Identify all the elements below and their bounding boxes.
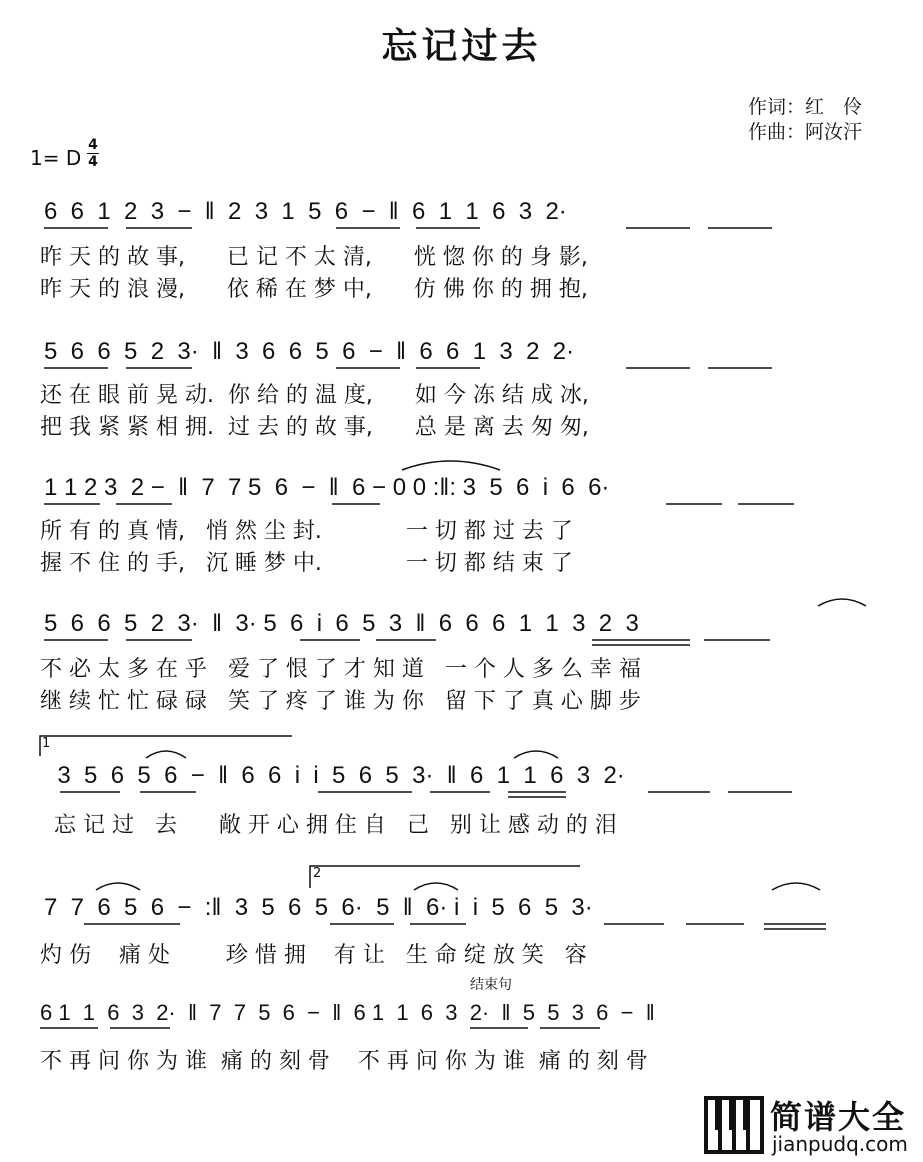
lyric-line-1a: 昨 天 的 故 事, 已 记 不 太 清, 恍 惚 你 的 身 影,: [40, 245, 588, 270]
lyric-line-5: 忘 记 过 去 敞 开 心 拥 住 自 己 别 让 感 动 的 泪: [40, 813, 617, 838]
notation-line-2: 5 6 6 5 2 3· ‖ 3 6 6 5 6 − ‖ 6 6 1 3 2 2·: [44, 338, 575, 365]
site-logo-url: jianpudq.com: [772, 1132, 908, 1156]
lyric-line-3b: 握 不 住 的 手, 沉 睡 梦 中. 一 切 都 结 束 了: [40, 551, 573, 576]
song-title: 忘记过去: [381, 26, 542, 67]
lyric-line-1b: 昨 天 的 浪 漫, 依 稀 在 梦 中, 仿 佛 你 的 拥 抱,: [40, 277, 588, 302]
time-denominator: 4: [88, 154, 98, 170]
notation-line-1: 6 6 1 2 3 − ‖ 2 3 1 5 6 − ‖ 6 1 1 6 3 2·: [44, 198, 567, 225]
notation-line-6: 7 7 6 5 6 − :‖ 3 5 6 5 6· 5 ‖ 6· i i 5 6 5 3·: [44, 894, 593, 921]
notation-line-7: 6 1 1 6 3 2· ‖ 7 7 5 6 − ‖ 6 1 1 6 3 2· ‖ 5 5 3 6 − ‖: [40, 1000, 655, 1025]
lyric-line-3a: 所 有 的 真 情, 悄 然 尘 封. 一 切 都 过 去 了: [40, 519, 573, 544]
notation-line-4: 5 6 6 5 2 3· ‖ 3· 5 6 i 6 5 3 ‖ 6 6 6 1 1 3 2 3: [44, 610, 639, 637]
site-logo-name: 简谱大全: [770, 1098, 907, 1136]
ending-label: 结束句: [470, 977, 512, 993]
lyric-line-7: 不 再 问 你 为 谁 痛 的 刻 骨 不 再 问 你 为 谁 痛 的 刻 骨: [40, 1049, 648, 1074]
lyric-line-2b: 把 我 紧 紧 相 拥. 过 去 的 故 事, 总 是 离 去 匆 匆,: [40, 415, 589, 440]
lyricist-credit: 作词：红 伶: [748, 96, 863, 118]
notation-line-5: 3 5 6 5 6 − ‖ 6 6 i i 5 6 5 3· ‖ 6 1 1 6 3 2·: [44, 762, 625, 789]
lyric-line-6: 灼 伤 痛 处 珍 惜 拥 有 让 生 命 绽 放 笑 容: [40, 943, 587, 968]
lyric-line-2a: 还 在 眼 前 晃 动. 你 给 的 温 度, 如 今 冻 结 成 冰,: [40, 383, 589, 408]
volta-2-label: 2: [313, 866, 322, 881]
volta-1-label: 1: [42, 736, 51, 751]
key-signature: 1= D: [30, 146, 82, 170]
composer-credit: 作曲：阿汝汗: [748, 121, 863, 143]
notation-line-3: 1 1 2 3 2 − ‖ 7 7 5 6 − ‖ 6 − 0 0 :‖: 3 5 6 i 6 6·: [44, 474, 610, 501]
lyric-line-4a: 不 必 太 多 在 乎 爱 了 恨 了 才 知 道 一 个 人 多 么 幸 福: [40, 657, 641, 682]
time-numerator: 4: [88, 137, 98, 153]
lyric-line-4b: 继 续 忙 忙 碌 碌 笑 了 疼 了 谁 为 你 留 下 了 真 心 脚 步: [40, 689, 641, 714]
